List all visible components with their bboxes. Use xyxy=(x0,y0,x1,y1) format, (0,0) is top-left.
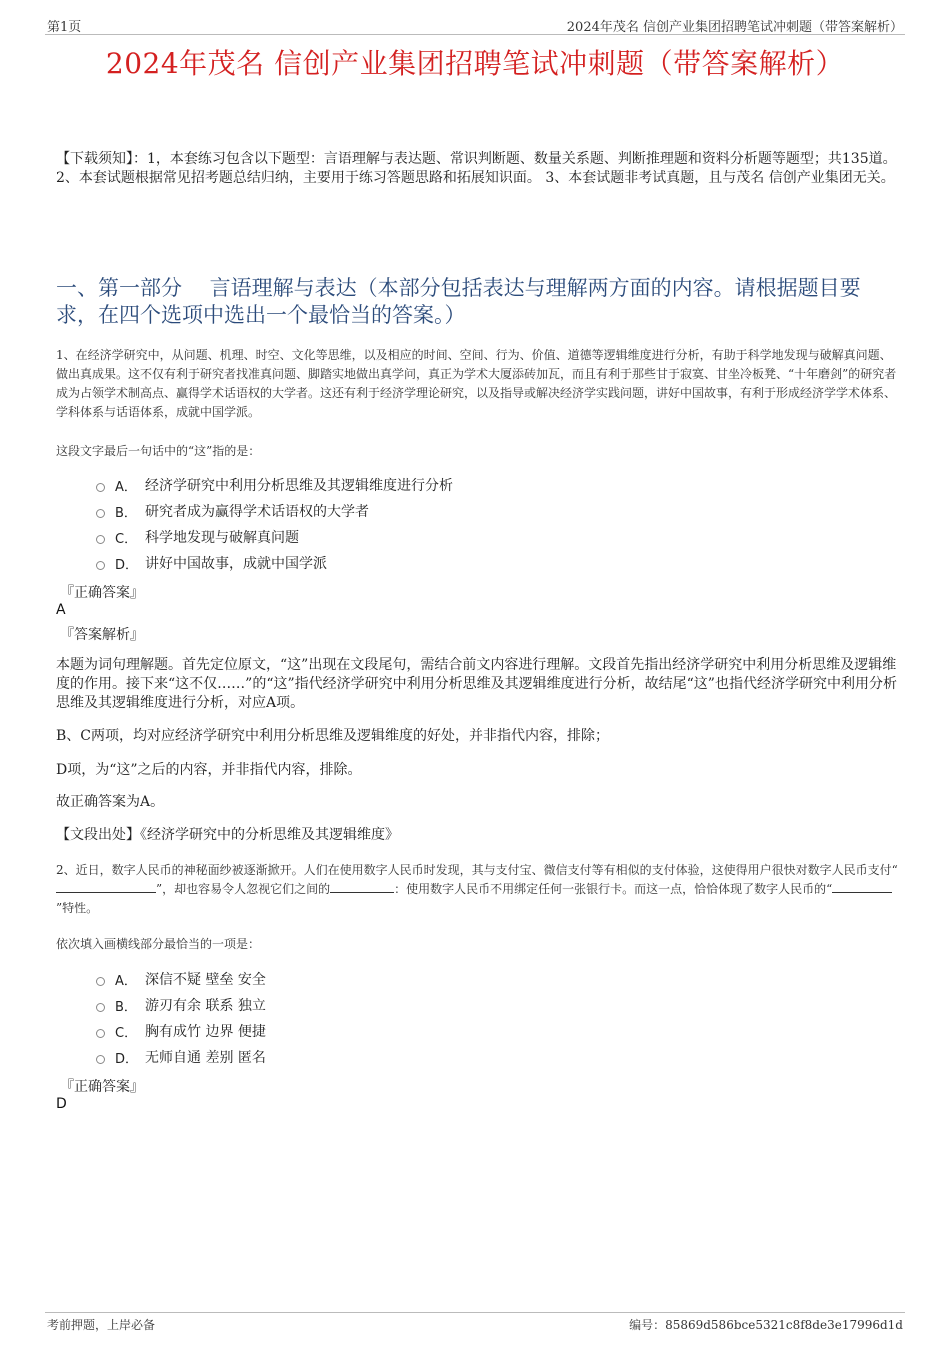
question-2-text-part: ”特性。 xyxy=(56,901,99,915)
option-text: 科学地发现与破解真问题 xyxy=(145,530,299,546)
page-number: 第1页 xyxy=(47,20,82,35)
option-text: 研究者成为赢得学术话语权的大学者 xyxy=(145,504,369,520)
question-1-analysis-paragraph: 本题为词句理解题。首先定位原文，“这”出现在文段尾句，需结合前文内容进行理解。文段首先指出经济学研究中利用分析思维及逻辑维度的作用。接下来“这不仅……”的“这”指代经济学研究中利用分析思维及其逻辑维度进行分析，故结尾“这”也指代经济学研究中利用分析思维及其逻辑维度进行分析，对应A项。 xyxy=(56,657,897,711)
question-2-option-c[interactable] xyxy=(96,1018,266,1044)
radio-icon[interactable] xyxy=(96,1055,105,1064)
question-1-prompt: 这段文字最后一句话中的“这”指的是： xyxy=(56,444,261,458)
radio-icon[interactable] xyxy=(96,561,105,570)
question-2-prompt: 依次填入画横线部分最恰当的一项是： xyxy=(56,937,261,951)
page-header xyxy=(45,14,905,35)
radio-icon[interactable] xyxy=(96,483,105,492)
download-notice: 【下载须知】：1，本套练习包含以下题型：言语理解与表达题、常识判断题、数量关系题、判断推理题和资料分析题等题型；共135道。 2、本套试题根据常见招考题总结归纳，主要用于练习答题思路和拓展知识面。 3、本套试题非考试真题，且与茂名 信创产业集团无关。 xyxy=(56,151,897,186)
option-letter: D． xyxy=(115,1051,139,1067)
question-1-analysis-paragraph: 故正确答案为A。 xyxy=(56,794,165,810)
question-1-text: 1、在经济学研究中，从问题、机理、时空、文化等思维，以及相应的时间、空间、行为、价值、道德等逻辑维度进行分析，有助于科学地发现与破解真问题、做出真成果。这不仅有利于研究者找准真问题、脚踏实地做出真学问，真正为学术大厦添砖加瓦，而且有利于那些甘于寂寞、甘坐冷板凳、“十年磨剑”的研究者成为占领学术制高点、赢得学术话语权的大学者。这还有利于经济学理论研究，以及指导或解决经济学实践问题，讲好中国故事，有利于形成经济学学术体系、学科体系与话语体系，成就中国学派。 xyxy=(56,348,897,419)
option-text: 经济学研究中利用分析思维及其逻辑维度进行分析 xyxy=(145,478,453,494)
option-letter: A． xyxy=(115,973,137,989)
option-letter: C． xyxy=(115,1025,138,1041)
page-footer xyxy=(45,1312,905,1337)
footer-code: 编号：85869d586bce5321c8f8de3e17996d1d xyxy=(629,1318,903,1332)
footer-slogan: 考前押题，上岸必备 xyxy=(47,1318,156,1332)
question-2-answer: D xyxy=(56,1096,67,1112)
section-title: 一、第一部分 言语理解与表达（本部分包括表达与理解两方面的内容。请根据题目要求，在四个选项中选出一个最恰当的答案。） xyxy=(56,276,861,327)
question-1-option-c[interactable] xyxy=(96,524,453,550)
fill-blank xyxy=(56,880,156,893)
question-2-option-b[interactable] xyxy=(96,992,266,1018)
radio-icon[interactable] xyxy=(96,535,105,544)
question-1-source: 【文段出处】《经济学研究中的分析思维及其逻辑维度》 xyxy=(56,827,399,843)
question-2-text xyxy=(56,861,898,918)
question-2-options xyxy=(96,966,266,1070)
option-letter: A． xyxy=(115,479,137,495)
option-letter: D． xyxy=(115,557,139,573)
radio-icon[interactable] xyxy=(96,1029,105,1038)
fill-blank xyxy=(330,880,394,893)
option-text: 深信不疑 壁垒 安全 xyxy=(145,972,266,988)
question-1-answer-label: 『正确答案』 xyxy=(60,585,144,601)
question-2-text-part: 2、近日，数字人民币的神秘面纱被逐渐掀开。人们在使用数字人民币时发现，其与支付宝、微信支付等有相似的支付体验，这使得用户很快对数字人民币支付“ xyxy=(56,863,898,877)
question-2-option-a[interactable] xyxy=(96,966,266,992)
option-text: 胸有成竹 边界 便捷 xyxy=(145,1024,266,1040)
radio-icon[interactable] xyxy=(96,977,105,986)
header-doc-title: 2024年茂名 信创产业集团招聘笔试冲刺题（带答案解析） xyxy=(566,20,903,35)
page-title: 2024年茂名 信创产业集团招聘笔试冲刺题（带答案解析） xyxy=(105,47,845,80)
radio-icon[interactable] xyxy=(96,509,105,518)
option-letter: C． xyxy=(115,531,138,547)
option-letter: B． xyxy=(115,999,137,1015)
question-1-options xyxy=(96,472,453,576)
question-1-answer: A xyxy=(56,602,66,618)
option-text: 游刃有余 联系 独立 xyxy=(145,998,266,1014)
option-text: 讲好中国故事，成就中国学派 xyxy=(145,556,327,572)
question-1-option-b[interactable] xyxy=(96,498,453,524)
question-1-option-a[interactable] xyxy=(96,472,453,498)
radio-icon[interactable] xyxy=(96,1003,105,1012)
fill-blank xyxy=(832,880,892,893)
option-text: 无师自通 差别 匿名 xyxy=(145,1050,266,1066)
question-2-text-part: ：使用数字人民币不用绑定任何一张银行卡。而这一点，恰恰体现了数字人民币的“ xyxy=(394,882,833,896)
question-2-answer-label: 『正确答案』 xyxy=(60,1079,144,1095)
question-1-analysis-paragraph: B、C两项，均对应经济学研究中利用分析思维及逻辑维度的好处，并非指代内容，排除； xyxy=(56,728,609,744)
question-2-option-d[interactable] xyxy=(96,1044,266,1070)
option-letter: B． xyxy=(115,505,137,521)
question-1-option-d[interactable] xyxy=(96,550,453,576)
question-1-analysis-paragraph: D项，为“这”之后的内容，并非指代内容，排除。 xyxy=(56,762,362,778)
question-2-text-part: ”，却也容易令人忽视它们之间的 xyxy=(156,882,331,896)
question-1-analysis-label: 『答案解析』 xyxy=(60,627,144,643)
